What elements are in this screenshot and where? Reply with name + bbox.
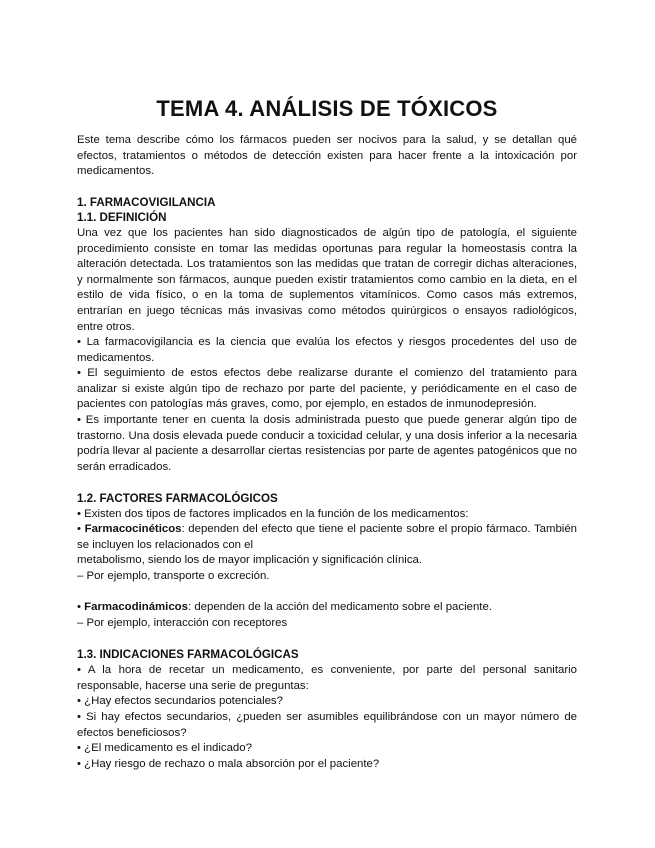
- definition-paragraph: Una vez que los pacientes han sido diagnosticados de algún tipo de patología, el siguiente procedimiento consiste en tomar las medidas oportunas para regular la homeostasis contra la alteración detectada. Los tratamientos son las medidas que tratan de corregir dichas alteraciones, y normalmente son fármacos, aunque pueden existir tratamientos como cambio en la dieta, en el estilo de vida físico, o en la toma de suplementos vitamínicos. Como casos más extremos, entrarían en juego técnicas más invasivas como métodos quirúrgicos o ensayos radiológicos, entre otros.: [77, 227, 577, 333]
- question-item: • ¿El medicamento es el indicado?: [77, 742, 252, 754]
- factores-intro: • Existen dos tipos de factores implicados en la función de los medicamentos:: [77, 508, 469, 520]
- indicaciones-intro: • A la hora de recetar un medicamento, es conveniente, por parte del personal sanitario responsable, hacerse una serie de preguntas:: [77, 664, 577, 692]
- question-item: • Si hay efectos secundarios, ¿pueden ser asumibles equilibrándose con un mayor número de efectos beneficiosos?: [77, 711, 577, 739]
- section-heading-farmacovigilancia: 1. FARMACOVIGILANCIA: [77, 196, 216, 209]
- bullet-glyph: •: [77, 523, 85, 535]
- farmacodinamicos-example: – Por ejemplo, interacción con receptores: [77, 617, 288, 629]
- farmacocineticos-text: : dependen del efecto que tiene el paciente sobre el propio fármaco. También se incluyen los relacionados con el: [77, 523, 577, 551]
- farmacodinamicos-term: Farmacodinámicos: [84, 601, 188, 613]
- farmacocineticos-example: – Por ejemplo, transporte o excreción.: [77, 570, 270, 582]
- farmacocineticos-text-continued: metabolismo, siendo los de mayor implicación y significación clínica.: [77, 554, 423, 566]
- farmacodinamicos-item: [77, 600, 577, 616]
- farmacocineticos-term: Farmacocinéticos: [84, 523, 182, 535]
- bullet-dosis: • Es importante tener en cuenta la dosis administrada puesto que puede generar algún tipo de trastorno. Una dosis elevada puede conducir a toxicidad celular, y una dosis inferior a la necesaria podría llevar al paciente a desarrollar ciertas resistencias por parte de agentes patogénicos que no serán erradicados.: [77, 414, 577, 473]
- subsection-heading-indicaciones: 1.3. INDICACIONES FARMACOLÓGICAS: [77, 648, 299, 661]
- farmacodinamicos-text: : dependen de la acción del medicamento sobre el paciente.: [187, 601, 492, 613]
- document-title: TEMA 4. ANÁLISIS DE TÓXICOS: [156, 96, 498, 121]
- subsection-heading-definicion: 1.1. DEFINICIÓN: [77, 211, 167, 224]
- farmacocineticos-item: [77, 522, 577, 553]
- intro-paragraph: Este tema describe cómo los fármacos pueden ser nocivos para la salud, y se detallan qué efectos, tratamientos o métodos de detección existen para hacer frente a la intoxicación por medicamentos.: [77, 134, 577, 178]
- bullet-seguimiento: • El seguimiento de estos efectos debe realizarse durante el comienzo del tratamiento para analizar si existe algún tipo de rechazo por parte del paciente, y periódicamente en el caso de pacientes con patologías más graves, como, por ejemplo, en estados de inmunodepresión.: [77, 367, 577, 411]
- question-item: • ¿Hay efectos secundarios potenciales?: [77, 695, 283, 707]
- subsection-heading-factores: 1.2. FACTORES FARMACOLÓGICOS: [77, 492, 278, 505]
- bullet-glyph: •: [77, 601, 85, 613]
- question-item: • ¿Hay riesgo de rechazo o mala absorción por el paciente?: [77, 758, 380, 770]
- bullet-farmacovigilancia: • La farmacovigilancia es la ciencia que evalúa los efectos y riesgos procedentes del uso de medicamentos.: [77, 336, 577, 364]
